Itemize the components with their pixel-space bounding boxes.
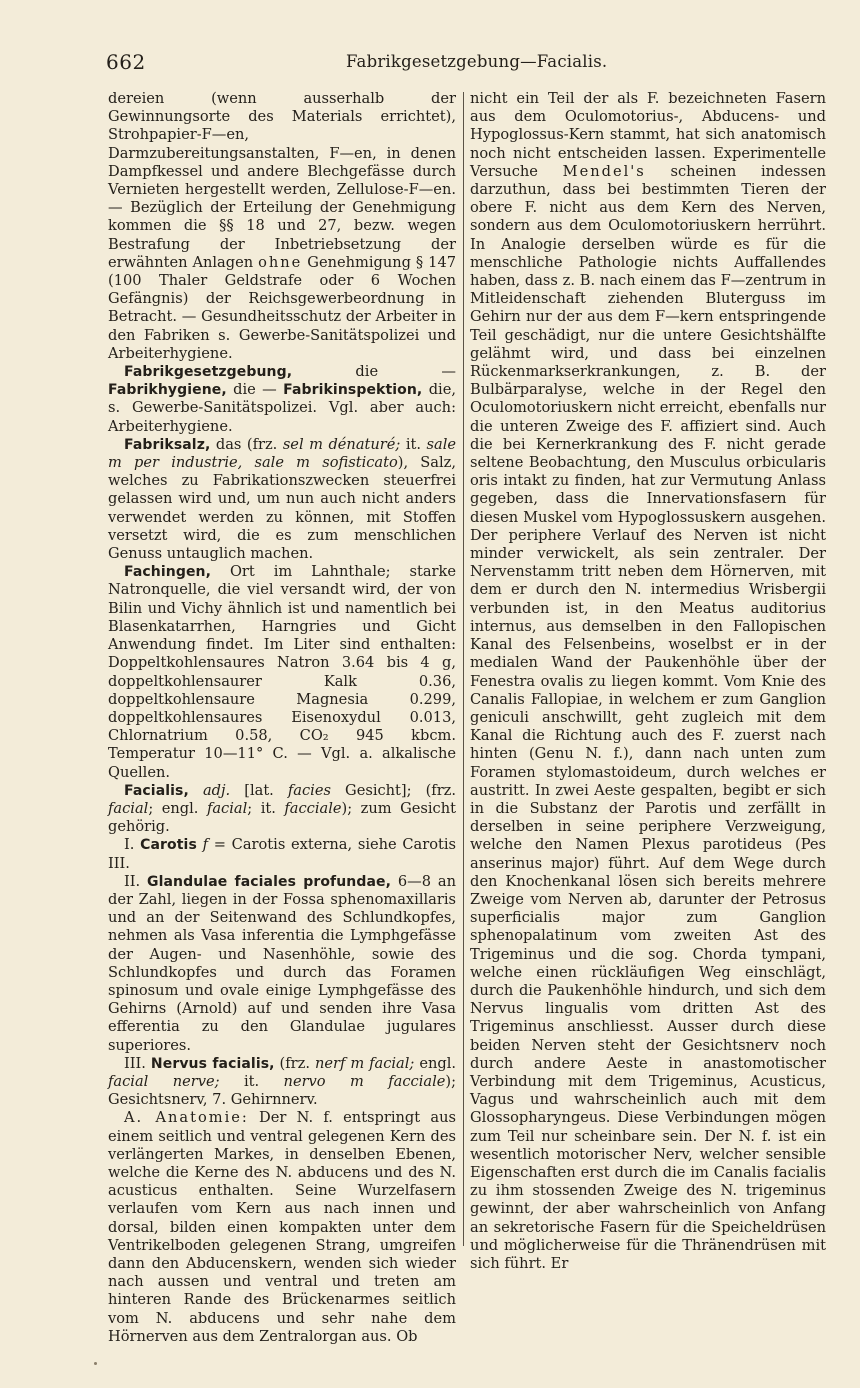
paragraph-continuation: nicht ein Teil der als F. bezeichneten Fasern aus dem Oculomotorius-, Abducens- und Hypoglossus-Kern stammt, hat sich anatomisch noch nicht entscheiden lassen. Experimentelle Versuche Mendel's scheinen indessen darzuthun, dass bei bestimmten Tieren der obere F. nicht aus dem Kern des Nerven, sondern aus dem Oculomotoriuskern herrührt. In Analogie derselben würde es für die menschliche Pathologie nichts Auffallendes haben, dass z. B. nach einem das F—zentrum in Mitleidenschaft ziehenden Bluterguss im Gehirn nur der aus dem F—kern entspringende Teil geschädigt, nur die untere Gesichtshälfte gelähmt wird, und dass bei einzelnen Rückenmarkserkrankungen, z. B. der Bulbärparalyse, welche in der Regel den Oculomotoriuskern nicht erreicht, ebenfalls nur die unteren Zweige des F. affiziert sind. Auch die bei Kernerkrankung des F. nicht gerade seltene Beobachtung, den Musculus orbicularis oris intakt zu finden, hat zur Vermutung Anlass gegeben, dass die Innervationsfasern für diesen Muskel vom Hypoglossuskern ausgehen. Der periphere Verlauf des Nerven ist nicht minder verwickelt, als sein zentraler. Der Nervenstamm tritt neben dem Hörnerven, mit dem er durch den N. intermedius Wrisbergii verbunden ist, in den Meatus auditorius internus, aus demselben in den Fallopischen Kanal des Felsenbeins, woselbst er in der medialen Wand der Paukenhöhle über der Fenestra ovalis zu liegen kommt. Vom Knie des Canalis Fallopiae, in welchem er zum Ganglion geniculi anschwillt, geht zugleich mit dem Kanal die Richtung auch des F. zuerst nach hinten (Genu N. f.), dann nach unten zum Foramen stylomastoideum, durch welches er austritt. In zwei Aeste gespalten, begibt er sich in die Substanz der Parotis und zerfällt in derselben in seine periphere Verzweigung, welche den Namen Plexus parotideus (Pes anserinus major) führt. Auf dem Wege durch den Knochenkanal lösen sich bereits mehrere Zweige vom Nerven ab, darunter der Petrosus superficialis major zum Ganglion sphenopalatinum vom zweiten Ast des Trigeminus und die sog. Chorda tympani, welche einen rückläufigen Weg einschlägt, durch die Paukenhöhle hindurch, und sich dem Nervus lingualis vom dritten Ast des Trigeminus anschliesst. Ausser durch diese beiden Nerven steht der Gesichtsnerv noch durch andere Aeste in anastomotischer Verbindung mit dem Trigeminus, Acusticus, Vagus und wahrscheinlich auch mit dem Glossopharyngeus. Diese Verbindungen mögen zum Teil nur scheinbare sein. Der N. f. ist ein wesentlich motorischer Nerv, welcher sensible Eigenschaften erst durch die im Canalis facialis zu ihm stossenden Zweige des N. trigeminus gewinnt, der aber wahrscheinlich von Anfang an sekretorische Fasern für die Speicheldrüsen und möglicherweise für die Thränendrüsen mit sich führt. Er: [470, 90, 827, 1272]
running-head: Fabrikgesetzgebung—Facialis.: [346, 52, 608, 71]
paragraph-continuation: dereien (wenn ausserhalb der Gewinnungsorte des Materials errichtet), Strohpapier-F—en, Darmzubereitungsanstalten, F—en, in denen Dampfkessel und andere Blechgefässe durch Vernieten hergestellt werden, Zellulose-F—en. — Bezüglich der Erteilung der Genehmigung kommen die §§ 18 und 27, bezw. wegen Bestrafung der Inbetriebsetzung der erwähnten Anlagen ohne Genehmigung § 147 (100 Thaler Geldstrafe oder 6 Wochen Gefängnis) der Reichsgewerbeordnung in Betracht. — Gesundheitsschutz der Arbeiter in den Fabriken s. Gewerbe-Sanitätspolizei und Arbeiterhygiene.: [108, 90, 457, 362]
subentry-carotis: I. Carotis f = Carotis externa, siehe Carotis III.: [108, 836, 457, 872]
entry-headword: Nervus facialis,: [150, 1055, 275, 1072]
entry-headword: Fabriksalz,: [124, 436, 211, 453]
entry-headword: Fabrikinspektion,: [283, 382, 423, 399]
left-column: [108, 90, 456, 1346]
entry-headword: Fabrikhygiene,: [108, 382, 227, 399]
entry-fabrikgesetzgebung: Fabrikgesetzgebung, die — Fabrikhygiene, die — Fabrikinspektion, die, s. Gewerbe-Sanitätspolizei. Vgl. aber auch: Arbeiterhygiene.: [108, 363, 456, 435]
right-column: [470, 90, 826, 1273]
subentry-glandulae: II. Glandulae faciales profundae, 6—8 an der Zahl, liegen in der Fossa sphenomaxillaris und an der Seitenwand des Schlundkopfes, nehmen als Vasa inferentia die Lymphgefässe der Augen- und Nasenhöhle, sowie des Schlundkopfes und durch das Foramen spinosum und ovale einige Lymphgefässe des Gehirns (Arnold) auf und senden ihre Vasa efferentia zu den Glandulae jugulares superiores.: [108, 872, 456, 1054]
paper-speck: [94, 1362, 97, 1365]
page-header: [106, 48, 858, 78]
spaced-word: Mendel's: [562, 162, 646, 180]
subentry-nervus-facialis: III. Nervus facialis, (frz. nerf m facial; engl. facial nerve; it. nervo m facciale); Gesichtsnerv, 7. Gehirnnerv.: [108, 1054, 457, 1109]
spaced-heading: A. Anatomie:: [124, 1109, 249, 1127]
column-rule: [463, 92, 464, 1246]
page-number: 662: [106, 50, 146, 74]
entry-facialis: Facialis, adj. [lat. facies Gesicht]; (frz. facial; engl. facial; it. facciale); zum Gesicht gehörig.: [108, 781, 457, 836]
entry-fabriksalz: Fabriksalz, das (frz. sel m dénaturé; it. sale m per industrie, sale m sofisticato), Salz, welches zu Fabrikationszwecken steuerfrei gelassen wird und, um nun auch nicht anders verwendet werden zu können, mit Stoffen versetzt wird, die es zum menschlichen Genuss untauglich machen.: [108, 435, 457, 563]
spaced-word: ohne: [258, 253, 303, 271]
section-anatomie: A. Anatomie: Der N. f. entspringt aus einem seitlich und ventral gelegenen Kern des verlängerten Markes, in denselben Ebenen, welche die Kerne des N. abducens und des N. acusticus enthalten. Seine Wurzelfasern verlaufen vom Kern aus nach innen und dorsal, bilden einen kompakten unter dem Ventrikelboden gelegenen Strang, umgreifen dann den Abducenskern, wenden sich wieder nach aussen und ventral und treten am hinteren Rande des Brückenarmes seitlich vom N. abducens und sehr nahe dem Hörnerven aus dem Zentralorgan aus. Ob: [108, 1109, 456, 1345]
entry-headword: Fabrikgesetzgebung,: [124, 364, 293, 381]
entry-headword: Carotis: [140, 837, 197, 854]
entry-fachingen: Fachingen, Ort im Lahnthale; starke Natronquelle, die viel versandt wird, der von Bilin und Vichy ähnlich ist und namentlich bei Blasenkatarrhen, Harngries und Gicht Anwendung findet. Im Liter sind enthalten: Doppeltkohlensaures Natron 3.64 bis 4 g, doppeltkohlensaurer Kalk 0.36, doppeltkohlensaure Magnesia 0.299, doppeltkohlensaures Eisenoxydul 0.013, Chlornatrium 0.58, CO₂ 945 kbcm. Temperatur 10—11° C. — Vgl. a. alkalische Quellen.: [108, 563, 456, 781]
entry-headword: Fachingen,: [124, 564, 212, 581]
entry-headword: Glandulae faciales profundae,: [147, 873, 392, 890]
entry-headword: Facialis,: [124, 782, 189, 799]
